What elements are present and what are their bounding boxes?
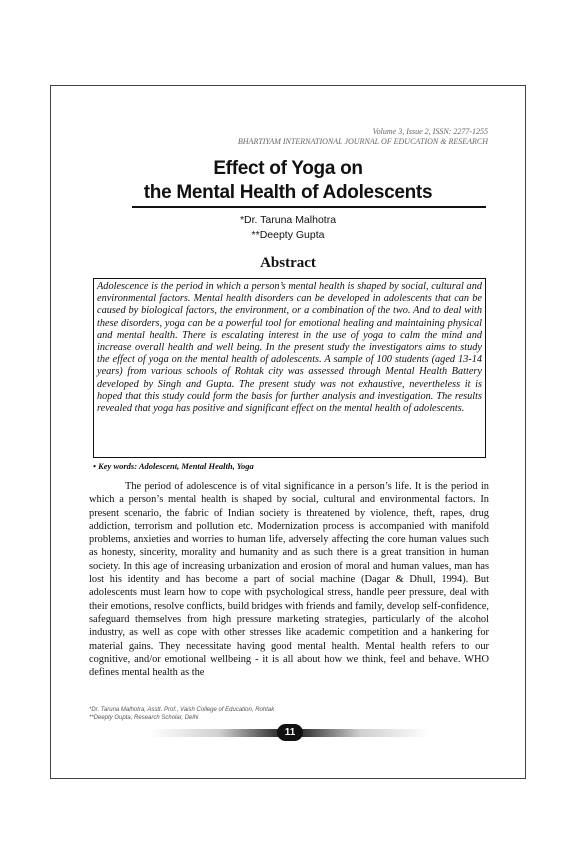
footnote-2: **Deepty Gupta, Research Scholar, Delhi <box>89 715 199 721</box>
journal-header <box>238 127 488 147</box>
body-text <box>89 480 489 679</box>
title-line-1: Effect of Yoga on <box>213 158 363 179</box>
author-2: **Deepty Gupta <box>251 229 325 241</box>
paper-title <box>60 157 516 205</box>
journal-name: BHARTIYAM INTERNATIONAL JOURNAL OF EDUCATION & RESEARCH <box>237 137 488 146</box>
footnotes <box>89 706 274 722</box>
author-list <box>60 213 516 243</box>
keywords: • Key words: Adolescent, Mental Health, Yoga <box>93 461 254 471</box>
title-line-2: the Mental Health of Adolescents <box>143 182 433 203</box>
page-number: 11 <box>277 724 303 741</box>
abstract-text: Adolescence is the period in which a person’s mental health is shaped by social, cultural and environmental factors. Mental health disorders can be developed in adolescents that can be caused by biological factors, the environment, or a combination of the two. And to deal with these disorders, yoga can be a powerful tool for emotional healing and maintaining physical and mental health. There is escalating interest in the use of yoga to calm the mind and increase overall health and well being. In the present study the investigators aims to study the effect of yoga on the mental health of adolescents. A sample of 100 students (aged 13-14 years) from various schools of Rohtak city was assessed through Mental Health Battery developed by Singh and Gupta. The present study was not exhaustive, nevertheless it is hoped that this study could form the basis for further analysis and investigation. The results revealed that yoga has positive and significant effect on the mental health of adolescents. <box>93 278 486 458</box>
body-paragraph: The period of adolescence is of vital significance in a person’s life. It is the period in which a person’s mental health is shaped by social, cultural and environmental factors. In present scenario, the fabric of Indian society is threatened by violence, theft, rapes, drug addiction, terrorism and pollution etc. Modernization process is accompanied with manifold problems, anxieties and worries to human life, adversely affecting the core human values such as honesty, sincerity, morality and humanity and as such there is a great transition in human society. In this age of increasing urbanization and erosion of moral and human values, man has lost his identity and has become a part of social machine (Dagar & Dhull, 1994). But adolescents must learn how to cope with psychological stress, handle peer pressure, deal with their emotions, resolve conflicts, build bridges with friends and family, develop self-confidence, safeguard themselves from high pressure marketing strategies, particularly of the alcohol industry, as well as cope with other stresses like academic competition and a hankering for material gains. They necessitate having good mental health. Mental health refers to our cognitive, and/or emotional wellbeing - it is all about how we think, feel and behave. WHO defines mental health as the <box>89 481 489 679</box>
title-underline <box>132 206 486 208</box>
footnote-1: *Dr. Taruna Malhotra, Asstt. Prof., Vaish College of Education, Rohtak <box>89 707 275 713</box>
abstract-heading: Abstract <box>260 255 316 271</box>
volume-info: Volume 3, Issue 2, ISSN: 2277-1255 <box>372 127 488 136</box>
author-1: *Dr. Taruna Malhotra <box>239 214 337 226</box>
